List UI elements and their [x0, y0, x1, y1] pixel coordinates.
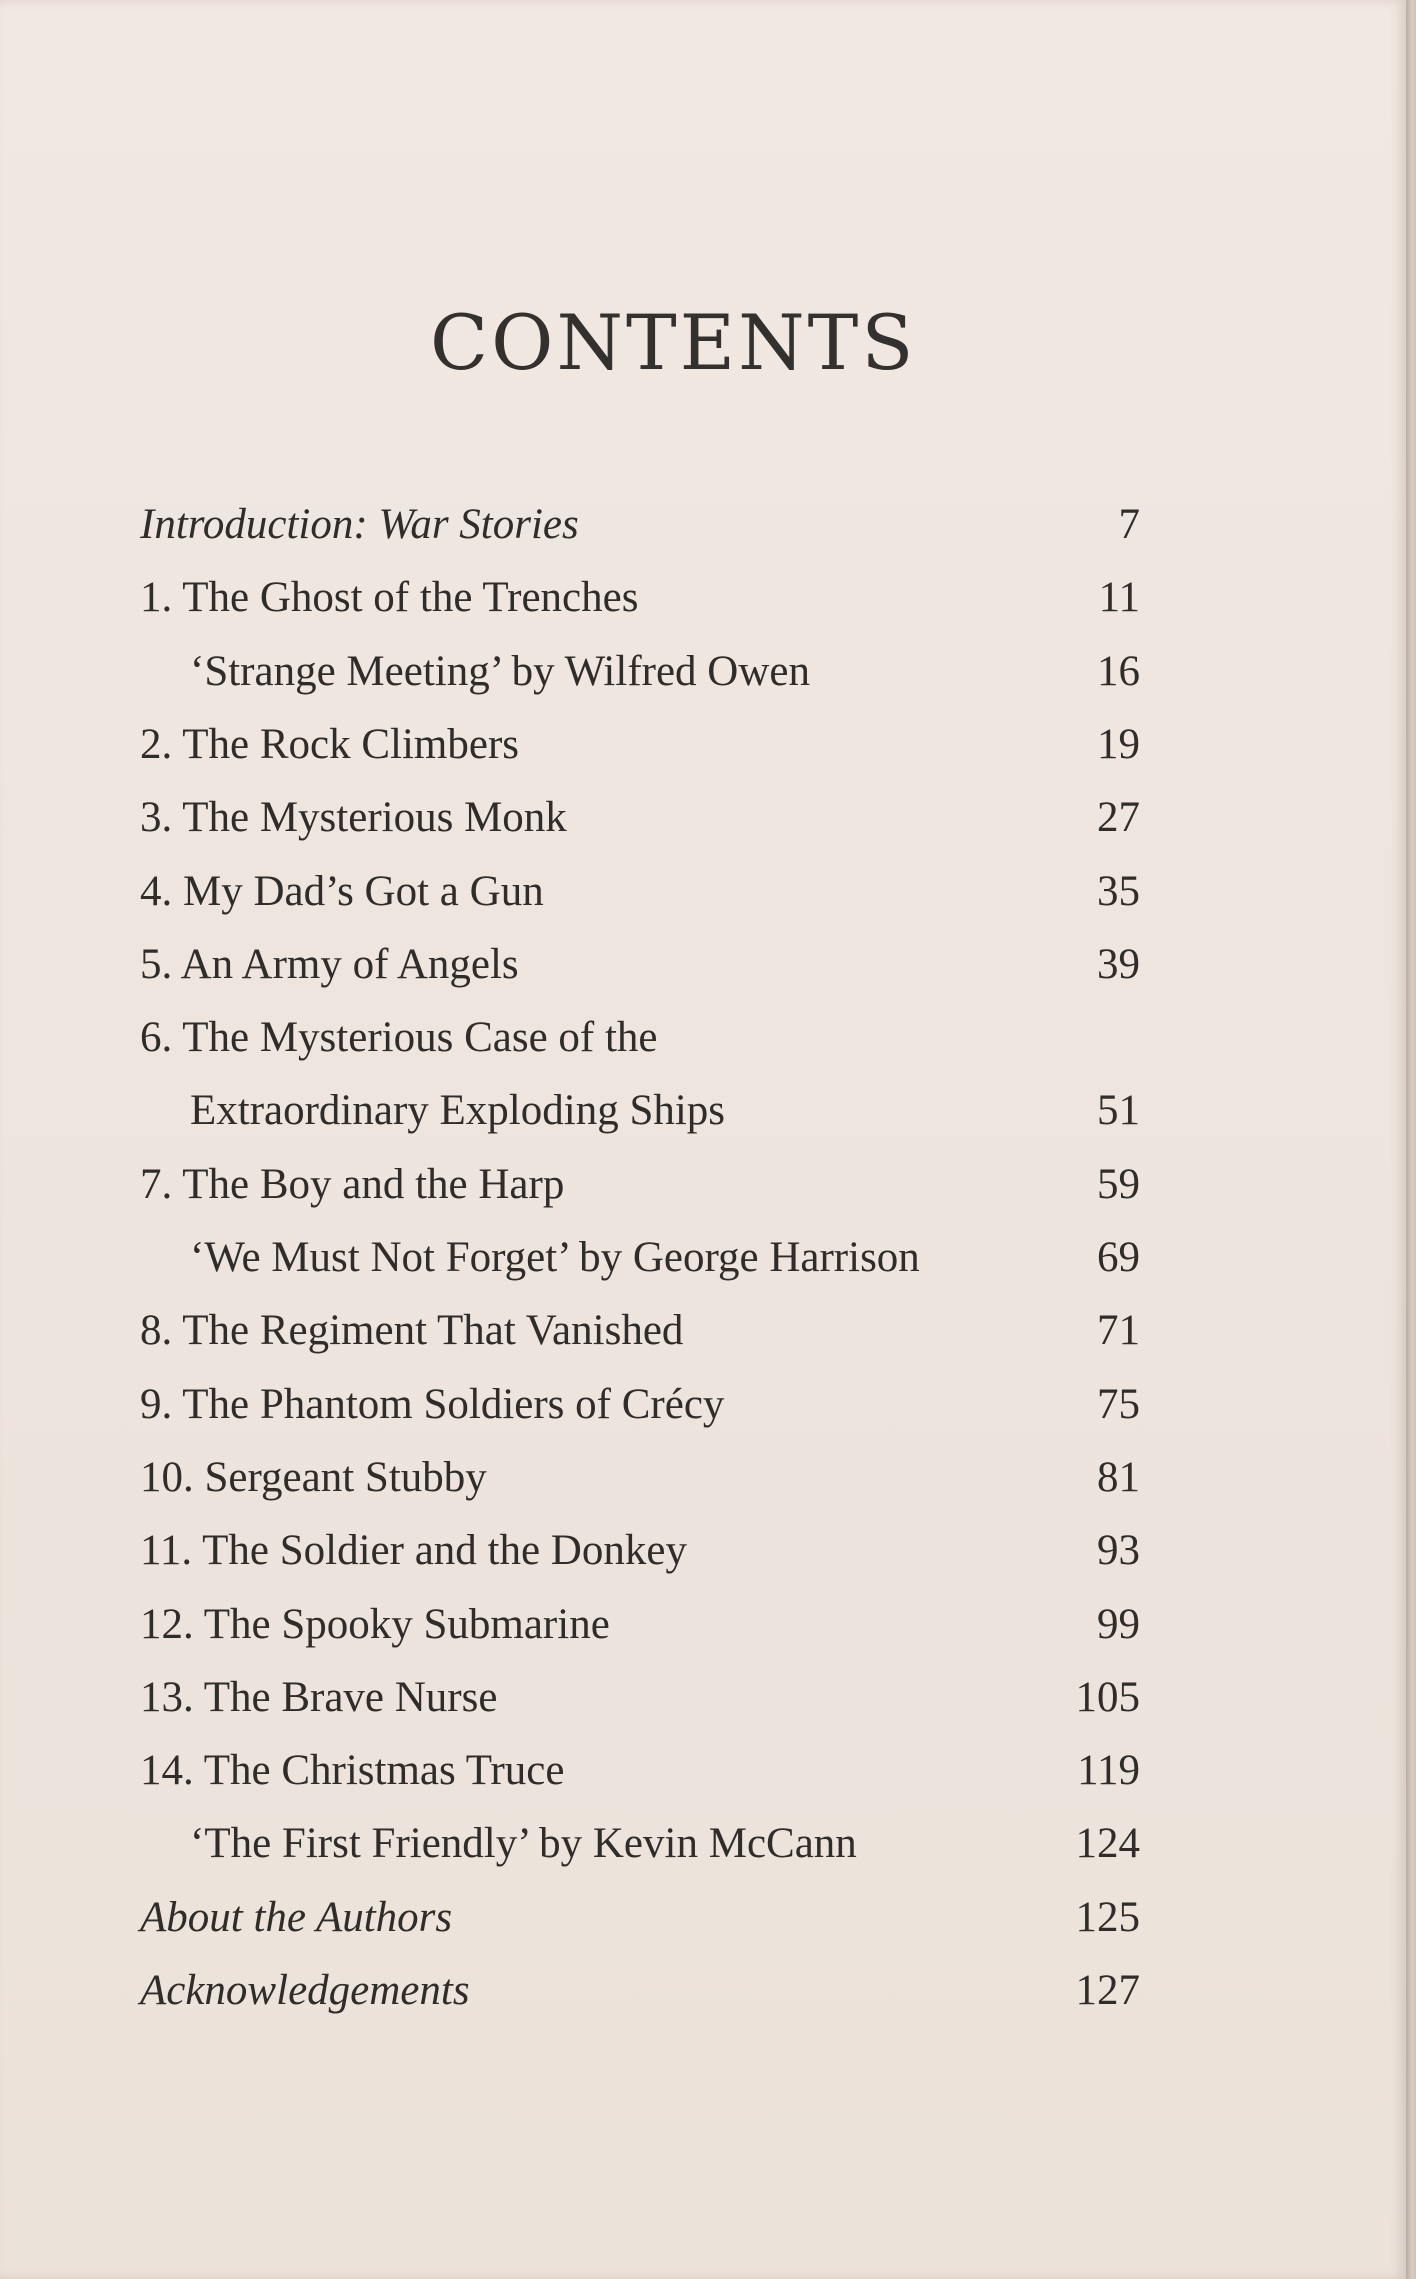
entry-page-number: 11 — [1098, 574, 1140, 622]
entry-title: ‘We Must Not Forget’ by George Harrison — [190, 1234, 920, 1281]
entry-page-number: 105 — [1075, 1673, 1140, 1721]
entry-title: ‘The First Friendly’ by Kevin McCann — [190, 1820, 857, 1868]
contents-entry — [0, 495, 1416, 555]
contents-entry — [0, 1741, 1416, 1801]
contents-entry — [0, 1814, 1416, 1874]
entry-page-number: 27 — [1097, 794, 1140, 842]
page-edge — [1406, 0, 1416, 2279]
entry-page-number: 119 — [1077, 1747, 1140, 1795]
entry-page-number: 16 — [1097, 647, 1140, 695]
entry-title: 4. My Dad’s Got a Gun — [140, 867, 544, 915]
entry-title: 2. The Rock Climbers — [140, 720, 520, 768]
entry-title: 1. The Ghost of the Trenches — [140, 574, 639, 622]
entry-page-number: 124 — [1075, 1820, 1140, 1868]
entry-title: 13. The Brave Nurse — [140, 1673, 498, 1721]
entry-page-number: 127 — [1075, 1967, 1140, 2014]
entry-page-number: 39 — [1097, 940, 1140, 988]
contents-entry — [0, 788, 1416, 848]
contents-entry — [0, 1668, 1416, 1728]
contents-entry — [0, 1228, 1416, 1288]
contents-entry — [0, 1961, 1416, 2021]
contents-entry — [0, 715, 1416, 775]
entry-title: 6. The Mysterious Case of the — [140, 1014, 658, 1062]
contents-entry — [0, 1155, 1416, 1215]
contents-entry — [0, 1375, 1416, 1435]
contents-entry — [0, 1008, 1416, 1068]
entry-page-number: 71 — [1097, 1307, 1140, 1355]
contents-entry — [0, 642, 1416, 702]
contents-entry — [0, 935, 1416, 995]
entry-title: Extraordinary Exploding Ships — [190, 1087, 726, 1135]
entry-title: 3. The Mysterious Monk — [140, 794, 567, 842]
entry-page-number: 51 — [1097, 1087, 1140, 1135]
contents-entry — [0, 568, 1416, 628]
entry-page-number: 7 — [1118, 501, 1140, 548]
page-title: CONTENTS — [430, 298, 917, 387]
entry-page-number: 69 — [1097, 1234, 1140, 1281]
entry-title: 12. The Spooky Submarine — [140, 1600, 610, 1648]
entry-title: 11. The Soldier and the Donkey — [140, 1527, 687, 1575]
entry-title: 9. The Phantom Soldiers of Crécy — [140, 1380, 725, 1428]
entry-title: Acknowledgements — [140, 1967, 470, 2014]
entry-page-number: 81 — [1097, 1453, 1140, 1501]
entry-title: 5. An Army of Angels — [140, 940, 519, 988]
contents-entry — [0, 862, 1416, 922]
entry-title: ‘Strange Meeting’ by Wilfred Owen — [190, 647, 810, 695]
entry-title: About the Authors — [140, 1893, 453, 1941]
contents-entry — [0, 1448, 1416, 1508]
entry-page-number: 59 — [1097, 1160, 1140, 1208]
entry-page-number: 19 — [1097, 720, 1140, 768]
entry-page-number: 93 — [1097, 1527, 1140, 1575]
entry-title: 10. Sergeant Stubby — [140, 1453, 487, 1501]
entry-page-number: 125 — [1075, 1893, 1140, 1941]
contents-entry — [0, 1081, 1416, 1141]
entry-title: 14. The Christmas Truce — [140, 1747, 565, 1795]
entry-page-number: 99 — [1097, 1600, 1140, 1648]
entry-title: 8. The Regiment That Vanished — [140, 1307, 684, 1355]
entry-page-number: 75 — [1097, 1380, 1140, 1428]
entry-title: 7. The Boy and the Harp — [140, 1160, 565, 1208]
contents-entry — [0, 1888, 1416, 1948]
contents-entry — [0, 1521, 1416, 1581]
entry-page-number: 35 — [1097, 867, 1140, 915]
contents-entry — [0, 1595, 1416, 1655]
entry-title: Introduction: War Stories — [140, 501, 579, 548]
contents-entry — [0, 1301, 1416, 1361]
